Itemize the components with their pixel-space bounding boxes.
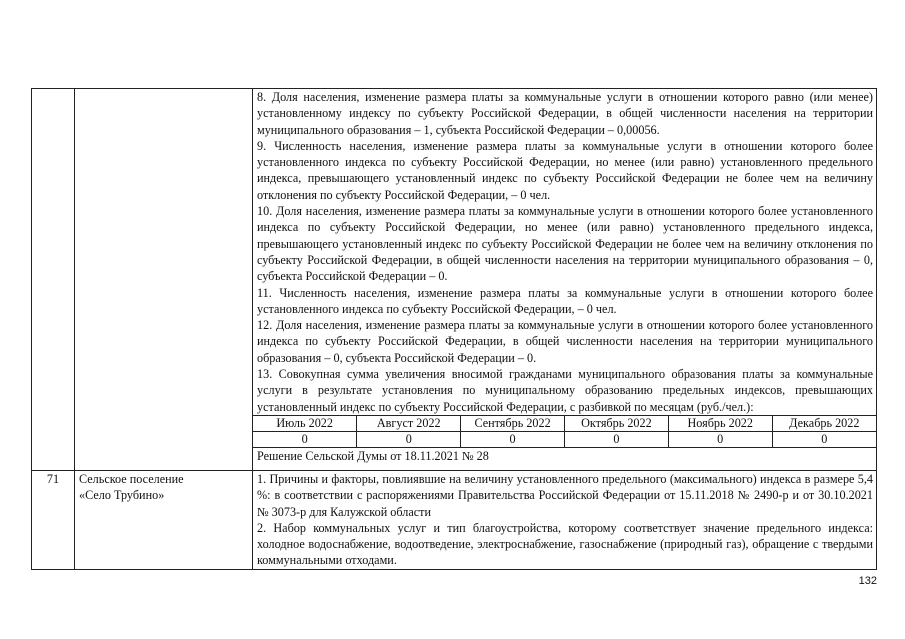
month-value: 0 <box>668 431 772 447</box>
municipality-name-line1: Сельское поселение <box>79 472 184 486</box>
paragraph-8: 8. Доля населения, изменение размера платы за коммунальные услуги в отношении которого равно (или менее) установленному индексу по субъекту Российской Федерации, в общей численности населения на территории муниципального образования – 1, субъекта Российской Федерации – 0,00056. <box>257 90 873 137</box>
paragraph-12: 12. Доля населения, изменение размера платы за коммунальные услуги в отношении которого более установленного индекса по субъекту Российской Федерации, в общей численности населения на территории муниципального образования – 0, субъекта Российской Федерации – 0. <box>257 318 873 365</box>
main-table <box>31 88 877 570</box>
paragraph-11: 11. Численность населения, изменение размера платы за коммунальные услуги в отношении которого более установленного индекса по субъекту Российской Федерации, – 0 чел. <box>257 285 873 316</box>
paragraph-10: 10. Доля населения, изменение размера платы за коммунальные услуги в отношении которого более установленного индекса по субъекту Российской Федерации, но менее (или равно) установленного предельного индекса, превышающего установленный индекс по субъекту Российской Федерации не более чем на величину отклонения по субъекту Российской Федерации, в общей численности населения на территории муниципального образования – 0, субъекта Российской Федерации – 0. <box>257 204 873 284</box>
month-header: Октябрь 2022 <box>564 415 668 431</box>
paragraph-13: 13. Совокупная сумма увеличения вносимой гражданами муниципального образования платы за коммунальные услуги в результате установления по муниципальному образованию предельных индексов, превышающих установленный индекс по субъекту Российской Федерации, с разбивкой по месяцам (руб./чел.): <box>257 367 873 414</box>
paragraph-9: 9. Численность населения, изменение размера платы за коммунальные услуги в отношении которого более установленного индекса по субъекту Российской Федерации, но менее (или равно) установленного предельного индекса, превышающего установленный индекс по субъекту Российской Федерации не более чем на величину отклонения по субъекту Российской Федерации, – 0 чел. <box>257 138 873 202</box>
month-value: 0 <box>564 431 668 447</box>
municipality-name-cell <box>75 89 253 471</box>
month-header: Сентябрь 2022 <box>461 415 565 431</box>
month-value: 0 <box>772 431 876 447</box>
table-row-prev <box>32 89 877 471</box>
months-header-row <box>253 415 876 431</box>
paragraph-1: 1. Причины и факторы, повлиявшие на величину установленного предельного (максимального) индекса в размере 5,4 %: в соответствии с распоряжениями Правительства Российской Федерации от 15.11.2018 № 2490-р и от 30.10.2021 № 3073-р для Калужской области <box>257 472 873 519</box>
page-number: 132 <box>858 575 877 587</box>
month-value: 0 <box>357 431 461 447</box>
row-number-cell <box>32 89 75 471</box>
municipality-name-cell <box>75 471 253 570</box>
months-values-row <box>253 431 876 447</box>
month-value: 0 <box>253 431 357 447</box>
months-table <box>253 415 876 448</box>
month-header: Август 2022 <box>357 415 461 431</box>
decision-reference: Решение Сельской Думы от 18.11.2021 № 28 <box>257 448 489 463</box>
row-number-cell: 71 <box>32 471 75 570</box>
month-value: 0 <box>461 431 565 447</box>
table-row-71 <box>32 471 877 570</box>
paragraph-2: 2. Набор коммунальных услуг и тип благоустройства, которому соответствует значение предельного индекса: холодное водоснабжение, водоотведение, электроснабжение, газоснабжение (природный газ), обращение с твердыми коммунальными отходами. <box>257 520 873 568</box>
month-header: Июль 2022 <box>253 415 357 431</box>
description-cell <box>253 471 877 570</box>
description-cell <box>253 89 877 471</box>
month-header: Ноябрь 2022 <box>668 415 772 431</box>
municipality-name-line2: «Село Трубино» <box>79 488 165 503</box>
month-header: Декабрь 2022 <box>772 415 876 431</box>
